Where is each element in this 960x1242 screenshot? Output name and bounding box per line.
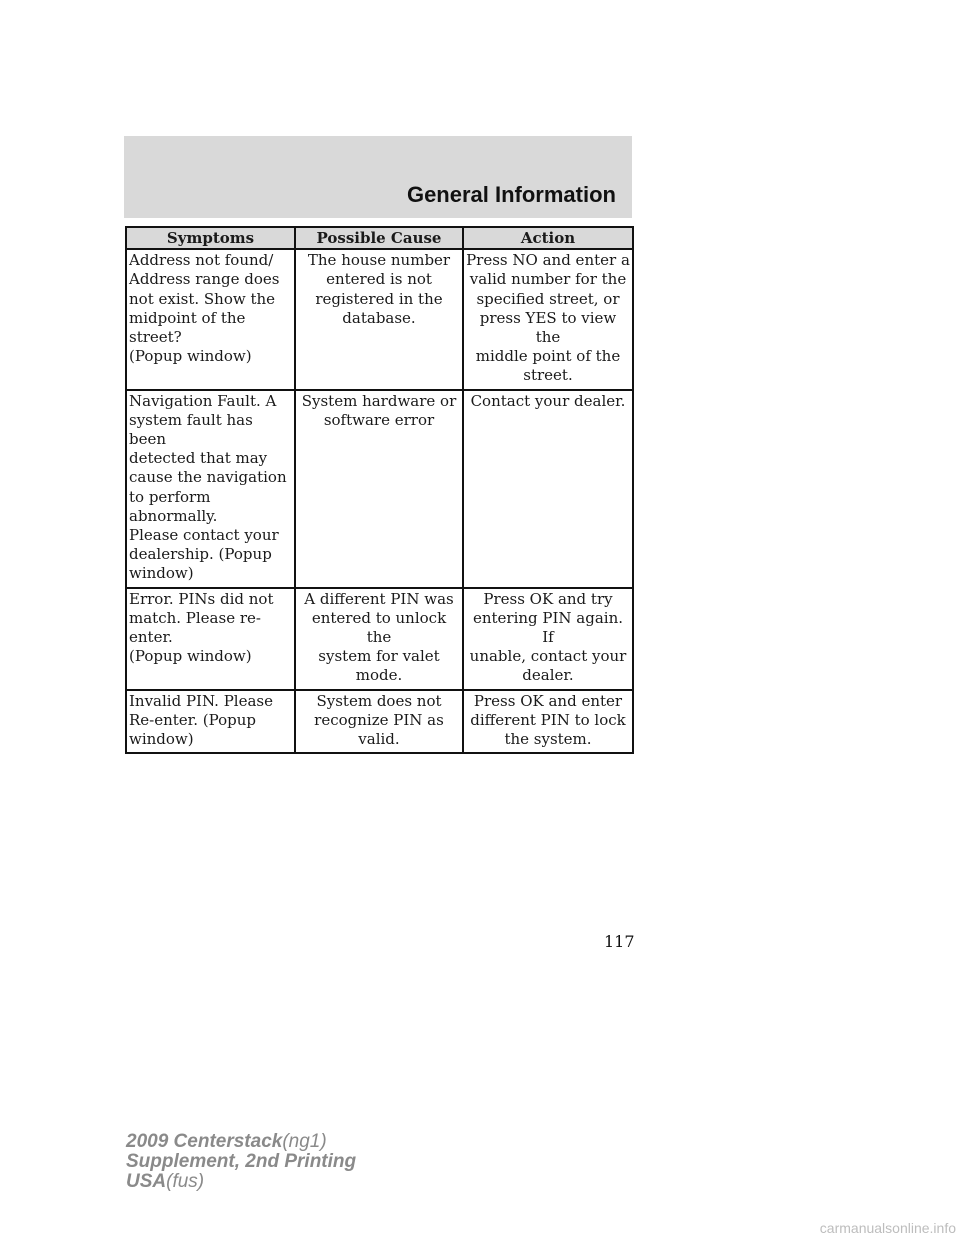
- cell-line: unable, contact your: [469, 647, 627, 666]
- cell-line: press YES to view the: [479, 308, 617, 347]
- footer-region: USA: [126, 1171, 167, 1192]
- cell-line: entering PIN again. If: [472, 608, 624, 647]
- cell-line: midpoint of the street?: [129, 308, 246, 347]
- symptom-cell: [126, 249, 295, 389]
- cell-line: Press NO and enter a: [466, 251, 630, 270]
- cell-line: window): [129, 730, 194, 749]
- table-row: [126, 588, 633, 690]
- cell-line: System hardware or: [301, 391, 457, 410]
- cell-line: (Popup window): [129, 347, 252, 366]
- cell-line: to perform abnormally.: [129, 487, 218, 525]
- footer-publication-title: 2009 Centerstack: [126, 1131, 283, 1152]
- document-footer: [126, 1132, 356, 1192]
- cell-line: entered is not: [326, 270, 432, 289]
- cell-line: recognize PIN as valid.: [314, 710, 444, 749]
- action-cell: [463, 588, 633, 690]
- cell-line: Press OK and enter: [473, 691, 623, 710]
- cell-line: the system.: [504, 730, 592, 749]
- cell-line: dealership. (Popup: [129, 545, 272, 564]
- cell-line: Error. PINs did not: [129, 589, 274, 608]
- cell-line: (Popup window): [129, 647, 252, 666]
- footer-region-code: (fus): [166, 1171, 205, 1192]
- cell-line: Press OK and try: [483, 589, 613, 608]
- cell-line: specified street, or: [476, 289, 620, 308]
- cell-line: window): [129, 564, 194, 583]
- cause-cell: [295, 690, 463, 754]
- cell-line: System does not: [316, 691, 442, 710]
- table-row: [126, 690, 633, 754]
- cell-line: detected that may: [129, 449, 268, 468]
- cell-line: match. Please re-enter.: [129, 608, 261, 647]
- cell-line: software error: [323, 410, 435, 429]
- symptom-cell: [126, 390, 295, 588]
- action-cell: [463, 390, 633, 588]
- table-row: [126, 390, 633, 588]
- footer-line-1: [126, 1132, 356, 1152]
- symptom-cell: [126, 588, 295, 690]
- table-row: [126, 249, 633, 389]
- cell-line: registered in the: [315, 289, 443, 308]
- section-title: General Information: [406, 182, 616, 207]
- cause-cell: [295, 249, 463, 389]
- cell-line: database.: [342, 308, 416, 327]
- footer-publication-code: (ng1): [282, 1131, 327, 1152]
- cell-line: entered to unlock the: [311, 608, 447, 647]
- cell-line: cause the navigation: [129, 468, 287, 487]
- cell-line: Invalid PIN. Please: [129, 691, 273, 710]
- column-header-symptoms: Symptoms: [126, 227, 295, 249]
- cell-line: street.: [523, 366, 573, 385]
- column-header-action: Action: [463, 227, 633, 249]
- cell-line: system for valet mode.: [318, 647, 440, 685]
- cell-line: A different PIN was: [304, 589, 454, 608]
- table-header-row: [126, 227, 633, 249]
- cause-cell: [295, 390, 463, 588]
- cell-line: Contact your dealer.: [470, 391, 626, 410]
- cell-line: different PIN to lock: [470, 710, 626, 729]
- page-number: 117: [604, 932, 635, 951]
- footer-line-3: [126, 1172, 356, 1192]
- watermark: carmanualsonline.info: [819, 1220, 956, 1236]
- cell-line: Address not found/: [129, 251, 274, 270]
- section-header-band: [124, 136, 632, 218]
- cell-line: Navigation Fault. A: [129, 391, 277, 410]
- cell-line: Re-enter. (Popup: [129, 710, 256, 729]
- cell-line: not exist. Show the: [129, 289, 276, 308]
- cell-line: Please contact your: [129, 526, 279, 545]
- troubleshooting-table: [125, 226, 634, 754]
- action-cell: [463, 690, 633, 754]
- cell-line: dealer.: [522, 666, 574, 685]
- cell-line: The house number: [307, 251, 451, 270]
- cause-cell: [295, 588, 463, 690]
- footer-line-2: Supplement, 2nd Printing: [126, 1151, 357, 1172]
- cell-line: Address range does: [129, 270, 280, 289]
- cell-line: system fault has been: [129, 410, 253, 449]
- column-header-possible-cause: Possible Cause: [295, 227, 463, 249]
- cell-line: valid number for the: [469, 270, 627, 289]
- action-cell: [463, 249, 633, 389]
- symptom-cell: [126, 690, 295, 754]
- cell-line: middle point of the: [475, 347, 621, 366]
